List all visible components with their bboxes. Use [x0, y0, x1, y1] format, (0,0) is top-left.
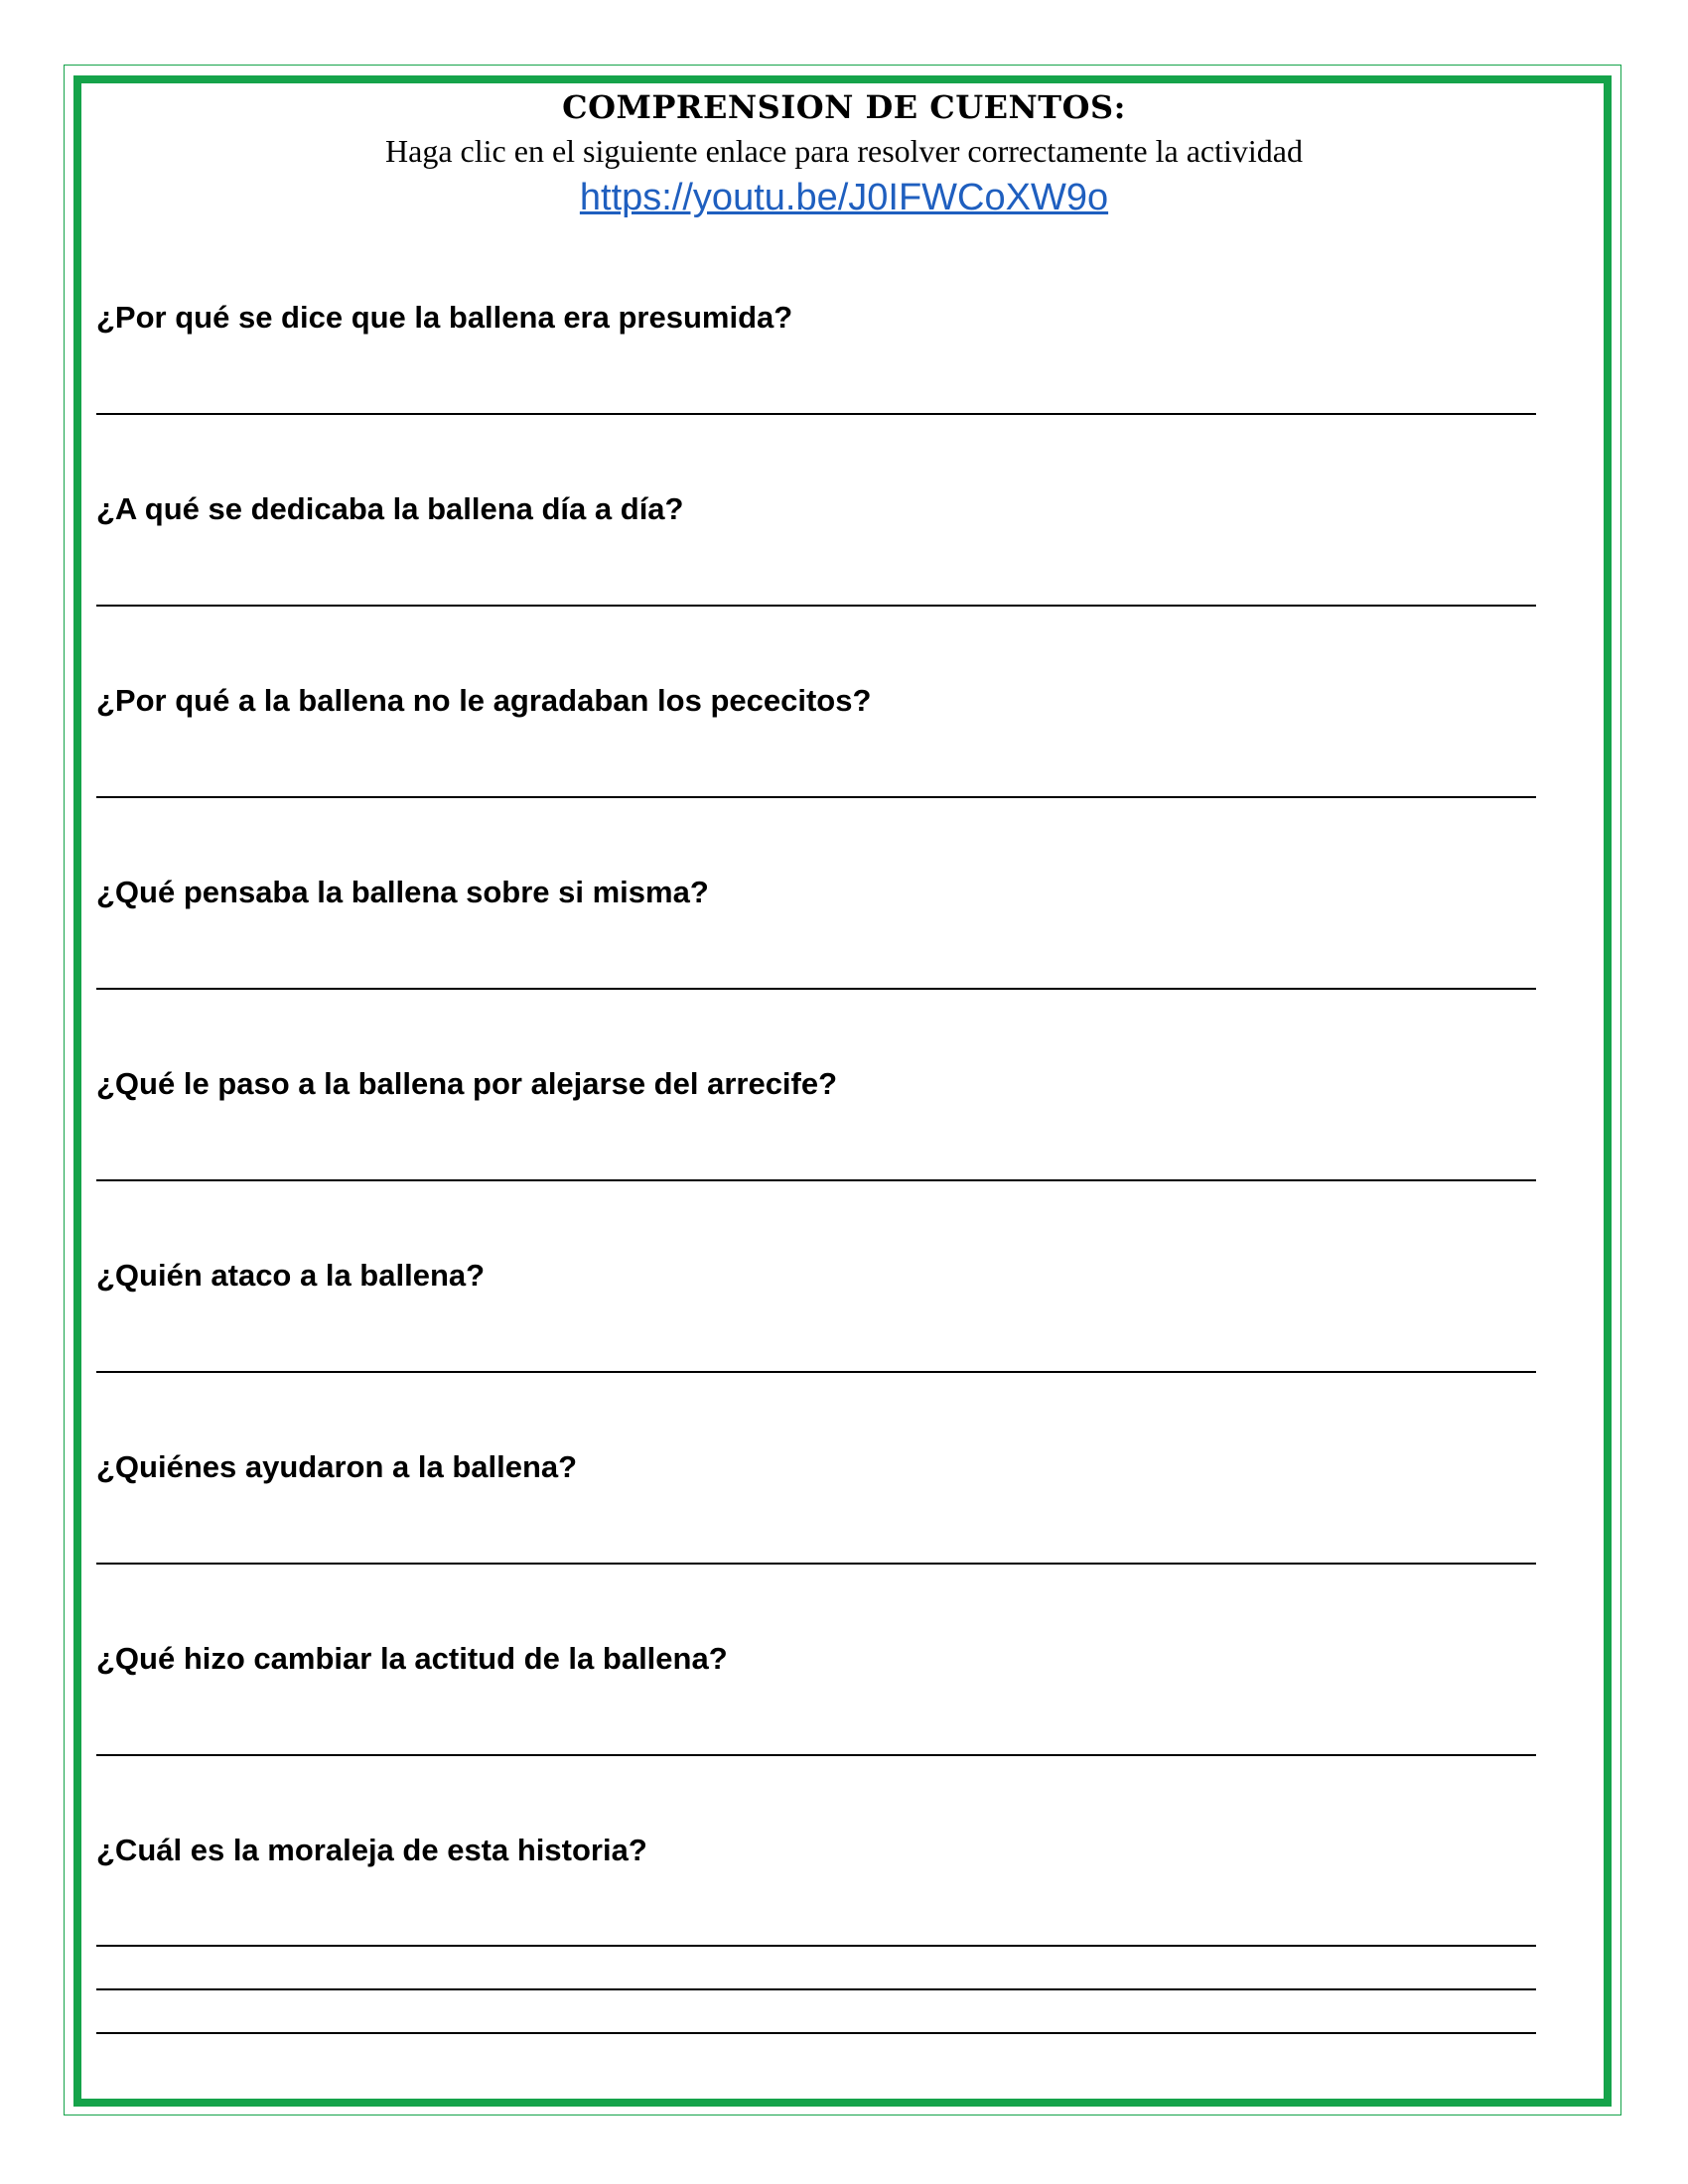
question-text: ¿Qué hizo cambiar la actitud de la ballena? [96, 1641, 728, 1676]
answer-line[interactable] [96, 413, 1536, 415]
video-link[interactable]: https://youtu.be/J0IFWCoXW9o [579, 177, 1109, 218]
question-text: ¿A qué se dedicaba la ballena día a día? [96, 491, 684, 526]
answer-line[interactable] [96, 1988, 1536, 1990]
answer-line[interactable] [96, 1945, 1536, 1947]
question-item [96, 681, 1536, 873]
answer-line[interactable] [96, 1754, 1536, 1756]
answer-line[interactable] [96, 1563, 1536, 1565]
worksheet-title: COMPRENSION DE CUENTOS: [562, 88, 1126, 126]
question-item [96, 1064, 1536, 1256]
answer-line[interactable] [96, 1179, 1536, 1181]
question-item [96, 1639, 1536, 1831]
question-text: ¿Quién ataco a la ballena? [96, 1258, 486, 1293]
answer-line[interactable] [96, 988, 1536, 990]
question-item [96, 298, 1536, 489]
answer-line[interactable] [96, 2032, 1536, 2034]
question-item [96, 489, 1536, 681]
question-text: ¿Quiénes ayudaron a la ballena? [96, 1449, 578, 1484]
worksheet-header [0, 85, 1688, 222]
instructions-text: Haga clic en el siguiente enlace para resolver correctamente la actividad [385, 133, 1303, 169]
question-text: ¿Por qué se dice que la ballena era presumida? [96, 300, 793, 335]
answer-line[interactable] [96, 796, 1536, 798]
question-text: ¿Qué pensaba la ballena sobre si misma? [96, 875, 709, 909]
question-item [96, 1831, 1536, 2069]
answer-line[interactable] [96, 1371, 1536, 1373]
answer-line[interactable] [96, 605, 1536, 607]
question-item [96, 1447, 1536, 1639]
question-item [96, 1256, 1536, 1447]
question-list [96, 298, 1536, 2069]
question-text: ¿Cuál es la moraleja de esta historia? [96, 1833, 647, 1867]
question-text: ¿Qué le paso a la ballena por alejarse del arrecife? [96, 1066, 838, 1101]
question-text: ¿Por qué a la ballena no le agradaban los pececitos? [96, 683, 872, 718]
question-item [96, 873, 1536, 1064]
